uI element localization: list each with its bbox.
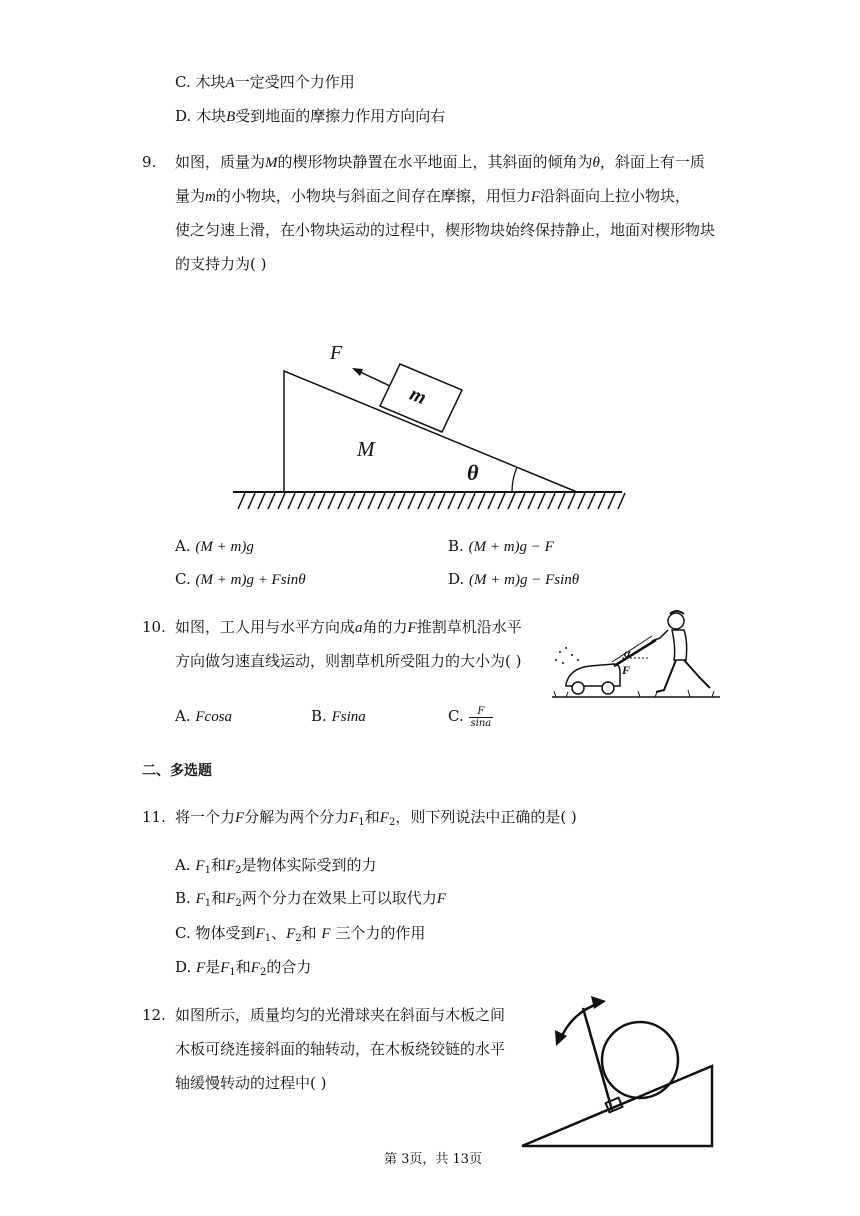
- q12-line-2: 木板可绕连接斜面的轴转动，在木板绕铰链的水平: [175, 1040, 506, 1058]
- prev-option-d: D. 木块B受到地面的摩擦力作用方向向右: [175, 107, 446, 125]
- q11-line-1: 将一个力F分解为两个分力$F_1$和$F_2$，则下列说法中正确的是( ): [175, 808, 577, 828]
- q10-force-label: F: [622, 663, 631, 677]
- fraction: $\frac{F}{\sin a}$: [470, 705, 492, 729]
- q10-angle-label: α: [624, 646, 631, 660]
- q9-option-a[interactable]: A. (M + m)g: [175, 537, 254, 555]
- q9-number: 9.: [142, 153, 157, 171]
- q9-block-label: m: [406, 382, 430, 410]
- prev-option-c: C. 木块A一定受四个力作用: [175, 73, 355, 91]
- section-title: 二、多选题: [142, 763, 212, 779]
- q10-line-1: 如图，工人用与水平方向成a角的力F推割草机沿水平: [175, 618, 522, 636]
- q11-option-c[interactable]: C. 物体受到$F_1$、$F_2$和 F 三个力的作用: [175, 924, 426, 944]
- q11-option-b[interactable]: B. $F_1$和$F_2$两个分力在效果上可以取代力F: [175, 889, 446, 909]
- q10-number: 10.: [142, 618, 166, 636]
- q9-line-1: 如图，质量为M的楔形物块静置在水平地面上，其斜面的倾角为θ，斜面上有一质: [175, 153, 705, 171]
- q10-option-a[interactable]: A. Fcosa: [175, 707, 233, 725]
- page-footer: 第 3页，共 13页: [384, 1152, 483, 1167]
- q9-line-2: 量为m的小物块，小物块与斜面之间存在摩擦，用恒力F沿斜面向上拉小物块，: [175, 187, 691, 205]
- q11-option-d[interactable]: D. F是$F_1$和$F_2$的合力: [175, 958, 312, 978]
- q10-option-c[interactable]: C. $\frac{F}{\sin a}$: [448, 705, 492, 729]
- q9-option-c[interactable]: C. (M + m)g + Fsinθ: [175, 570, 306, 588]
- q10-line-2: 方向做匀速直线运动，则割草机所受阻力的大小为( ): [175, 652, 522, 670]
- q9-line-3: 使之匀速上滑，在小物块运动的过程中，楔形物块始终保持静止，地面对楔形物块: [175, 221, 716, 239]
- q12-line-3: 轴缓慢转动的过程中( ): [175, 1074, 327, 1092]
- q9-option-b[interactable]: B. (M + m)g − F: [448, 537, 554, 555]
- q9-wedge-label: M: [357, 437, 375, 461]
- q10-option-b[interactable]: B. Fsina: [311, 707, 366, 725]
- q11-number: 11.: [142, 808, 166, 826]
- q11-option-a[interactable]: A. $F_1$和$F_2$是物体实际受到的力: [175, 856, 377, 876]
- q9-option-d[interactable]: D. (M + m)g − Fsinθ: [448, 570, 580, 588]
- q12-number: 12.: [142, 1006, 166, 1024]
- q12-line-1: 如图所示，质量均匀的光滑球夹在斜面与木板之间: [175, 1006, 506, 1024]
- q9-force-label: F: [330, 342, 343, 364]
- q9-line-4: 的支持力为( ): [175, 255, 267, 273]
- q9-angle-label: θ: [467, 460, 479, 485]
